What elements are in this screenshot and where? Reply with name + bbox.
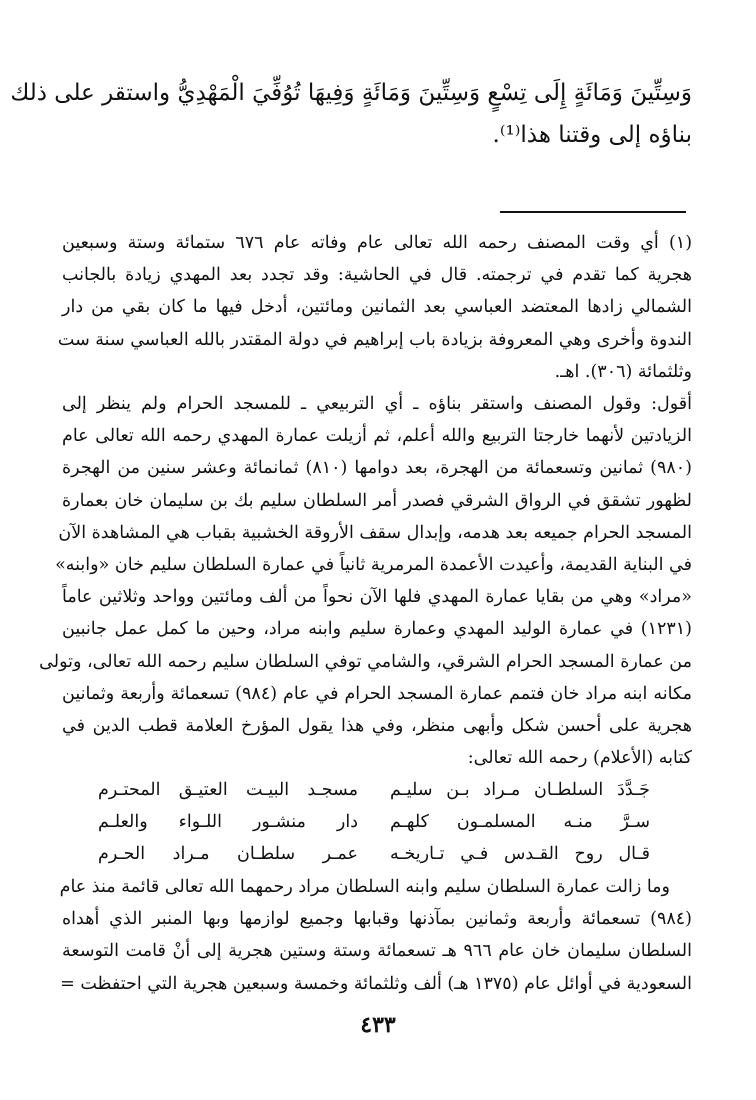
poem-verse bbox=[98, 838, 650, 870]
poem-second-hemistich: عمـر سلطـان مـراد الحـرم bbox=[98, 844, 358, 865]
main-text bbox=[10, 72, 692, 156]
poem-first-hemistich: سـرَّ منـه المسلمـون كلهـم bbox=[390, 812, 650, 833]
poem-second-hemistich: مسجـد البيـت العتيـق المحتـرم bbox=[98, 780, 358, 800]
footnote-line: من عمارة المسجد الحرام الشرقي، والشامي توفي السلطان سليم رحمه الله تعالى، وتولى bbox=[39, 651, 692, 672]
footnote-line: في البناية القديمة، وأعيدت الأعمدة المرمرية ثانياً في عمارة السلطان سليم خان «وابنه» bbox=[55, 555, 692, 576]
footnote-line: الزيادتين لأنهما خارجتا التربيع والله أعلم، ثم أزيلت عمارة المهدي رحمه الله تعالى عام bbox=[62, 426, 692, 447]
footnote-line: المسجد الحرام جميعه بعد هدمه، وإبدال سقف الأروقة الخشبية بقباب هي المشاهدة الآن bbox=[58, 522, 692, 543]
main-text-line: وَسِتِّينَ وَمَائَةٍ إِلَى تِسْعٍ وَسِتِّينَ وَمَائَةٍ وَفِيهَا تُوُفِّيَ الْمَهْدِيُّ واستقر على ذلك bbox=[10, 80, 692, 106]
footnote-line: (٩٨٤) تسعمائة وأربعة وثمانين بمآذنها وقبابها وجميع لوازمها وبها المنبر الذي أهداه bbox=[62, 909, 692, 930]
footnote-line: كتابه (الأعلام) رحمه الله تعالى: bbox=[467, 748, 692, 769]
footnote-line: (١) أي وقت المصنف رحمه الله تعالى عام وفاته عام ٦٧٦ ستمائة وستة وسبعين bbox=[62, 233, 693, 253]
main-text-line: بناؤه إلى وقتنا هذا⁽¹⁾. bbox=[492, 122, 692, 148]
footnote-line: هجرية على أحسن شكل وأبهى منظر، وفي هذا يقول المؤرخ العلامة قطب الدين في bbox=[62, 716, 692, 737]
footnote-line: أقول: وقول المصنف واستقر بناؤه ـ أي التربيعي ـ للمسجد الحرام ولم ينظر إلى bbox=[62, 394, 692, 415]
footnote-separator bbox=[500, 211, 686, 213]
footnote-line: (١٢٣١) في عمارة الوليد المهدي وعمارة سليم وابنه مراد، وحين ما كمل عمل جانبين bbox=[62, 619, 692, 640]
poem bbox=[98, 774, 650, 871]
poem-first-hemistich: جَـدَّدَ السلطـان مـراد بـن سليـم bbox=[390, 780, 650, 800]
poem-first-hemistich: قـال روح القـدس فـي تـاريخـه bbox=[390, 844, 650, 865]
poem-verse bbox=[98, 774, 650, 806]
footnote-line: وثلثمائة (٣٠٦). اهـ. bbox=[554, 361, 692, 382]
poem-verse bbox=[98, 806, 650, 838]
poem-second-hemistich: دار منشـور اللـواء والعلـم bbox=[98, 812, 358, 833]
footnote-line: وما زالت عمارة السلطان سليم وابنه السلطان مراد رحمهما الله تعالى قائمة منذ عام bbox=[59, 877, 670, 897]
footnote-line: «مراد» وهي من بقايا عمارة المهدي فلها الآن نحواً من ألف ومائتين وواحد وثلاثين عاماً bbox=[62, 587, 692, 608]
footnote-line: هجرية كما تقدم في ترجمته. قال في الحاشية: وقد تجدد بعد المهدي زيادة بالجانب bbox=[62, 265, 692, 286]
footnote-line: (٩٨٠) ثمانين وتسعمائة من الهجرة، بعد دوامها (٨١٠) ثمانمائة وعشر سنين من الهجرة bbox=[62, 458, 692, 479]
footnote-line: السعودية في أوائل عام (١٣٧٥ هـ) ألف وثلثمائة وخمسة وسبعين هجرية التي احتفظت = bbox=[60, 973, 692, 994]
footnote-line: مكانه ابنه مراد خان فتمم عمارة المسجد الحرام في عام (٩٨٤) تسعمائة وأربعة وثمانين bbox=[62, 683, 692, 704]
footnotes-continued bbox=[59, 871, 692, 1000]
footnote-line: الشمالي زادها المعتضد العباسي بعد الثمانين ومائتين، أدخل فيها ما كان بقي من دار bbox=[62, 297, 692, 318]
footnote-line: الندوة وأخرى وهي المعروفة بزيادة باب إبراهيم في دولة المقتدر بالله العباسي سنة ست bbox=[57, 329, 692, 350]
footnote-line: لظهور تشقق في الرواق الشرقي فصدر أمر السلطان سليم بك بن سليمان خان بعمارة bbox=[62, 490, 692, 511]
footnotes bbox=[39, 227, 693, 774]
footnote-line: السلطان سليمان خان عام ٩٦٦ هـ تسعمائة وستة وستين هجرية إلى أنْ قامت التوسعة bbox=[62, 941, 692, 962]
page-number: ٤٣٣ bbox=[360, 1012, 396, 1038]
